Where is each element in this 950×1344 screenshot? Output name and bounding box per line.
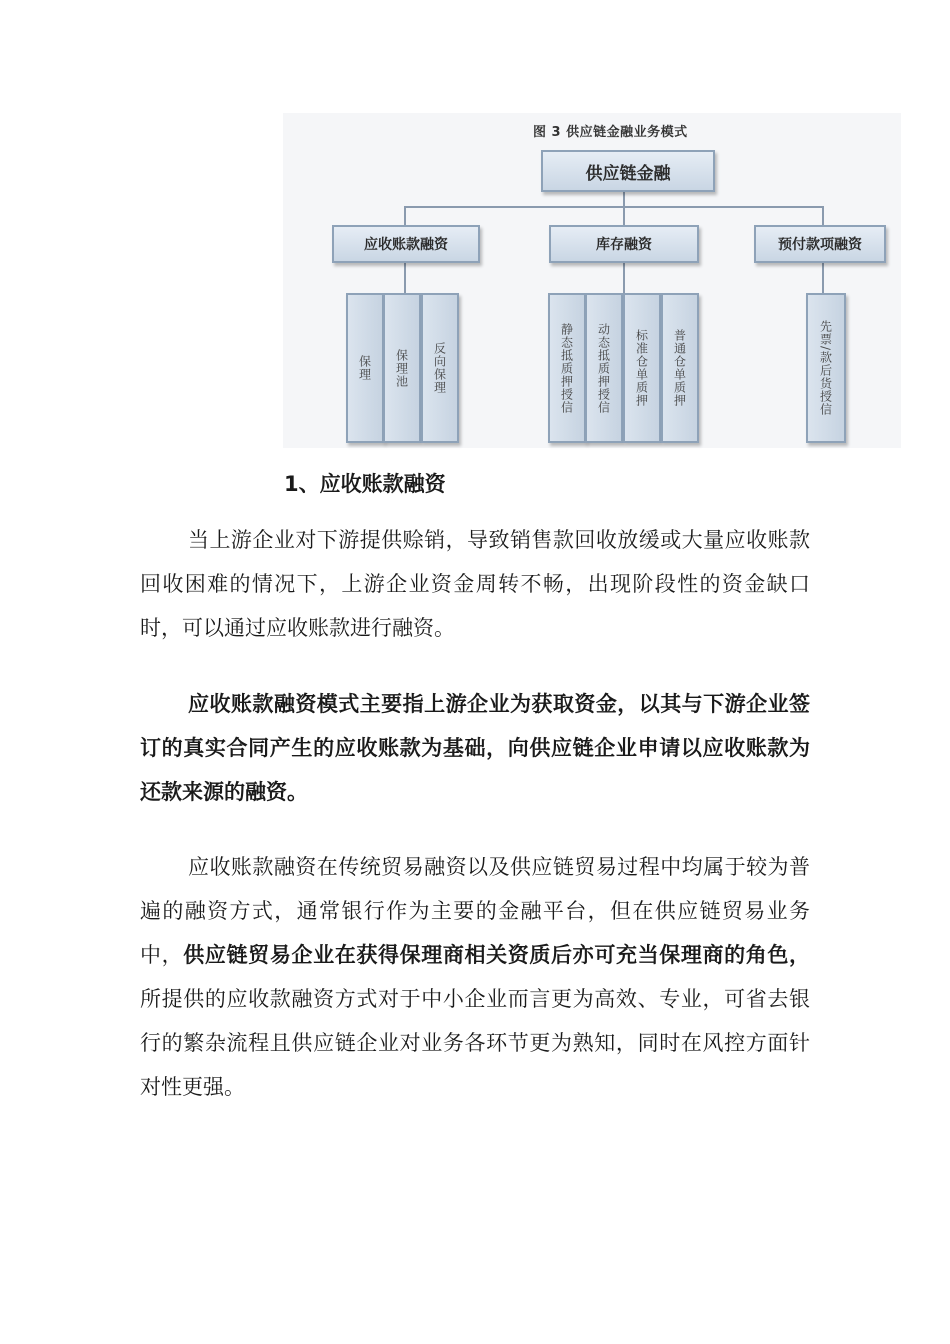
diagram-leaf-label: 反向保理 <box>432 342 447 394</box>
diagram-leaf-label: 先票/款后货授信 <box>818 319 833 417</box>
diagram-leaf-label: 动态抵质押授信 <box>596 322 611 414</box>
paragraph-2: 应收账款融资模式主要指上游企业为获取资金，以其与下游企业签订的真实合同产生的应收账款为基础，向供应链企业申请以应收账款为还款来源的融资。 <box>140 692 810 804</box>
connector-cat-2 <box>623 206 625 226</box>
paragraph-3-text-a: 应收账款融资在传统贸易融资以及供应链贸易过程中均属于较为普遍的融资方式，通常银行作为主要的金融平台，但在供应链贸易业务中， <box>140 855 810 967</box>
diagram-category-inventory: 库存融资 <box>549 225 699 263</box>
diagram-leaf <box>383 293 421 443</box>
diagram-leaf <box>346 293 384 443</box>
diagram-leaf-label: 标准仓单质押 <box>634 329 649 407</box>
diagram-category-prepayment: 预付款项融资 <box>754 225 886 263</box>
diagram-leaf <box>806 293 846 443</box>
diagram-leaf <box>661 293 699 443</box>
diagram-leaf-label: 保理 <box>357 355 372 381</box>
paragraph-1: 当上游企业对下游提供赊销，导致销售款回收放缓或大量应收账款回收困难的情况下，上游企业资金周转不畅，出现阶段性的资金缺口时，可以通过应收账款进行融资。 <box>140 528 810 640</box>
connector-cat-3 <box>822 206 824 226</box>
diagram-leaf <box>548 293 586 443</box>
diagram-leaf <box>623 293 661 443</box>
diagram-category-receivables: 应收账款融资 <box>332 225 480 263</box>
connector-leaves-3 <box>822 262 824 294</box>
connector-root-down <box>623 191 625 207</box>
paragraph-3-text-b: 所提供的应收款融资方式对于中小企业而言更为高效、专业，可省去银行的繁杂流程且供应链企业对业务各环节更为熟知，同时在风控方面针对性更强。 <box>140 987 810 1099</box>
diagram-root-node: 供应链金融 <box>541 150 715 192</box>
connector-leaves-2 <box>623 262 625 294</box>
connector-cat-1 <box>404 206 406 226</box>
connector-horizontal <box>404 206 824 208</box>
figure-caption: 图 3 供应链金融业务模式 <box>533 125 688 140</box>
paragraph-3-emphasis: 供应链贸易企业在获得保理商相关资质后亦可充当保理商的角色， <box>183 943 811 967</box>
section-heading: 1、应收账款融资 <box>284 472 446 496</box>
diagram-leaf-label: 静态抵质押授信 <box>559 322 574 414</box>
diagram-leaf-label: 普通仓单质押 <box>672 329 687 407</box>
connector-leaves-1 <box>404 262 406 294</box>
business-model-diagram <box>283 113 901 448</box>
diagram-leaf <box>585 293 623 443</box>
paragraph-3 <box>140 845 810 1109</box>
diagram-leaf <box>421 293 459 443</box>
diagram-leaf-label: 保理池 <box>394 348 409 388</box>
